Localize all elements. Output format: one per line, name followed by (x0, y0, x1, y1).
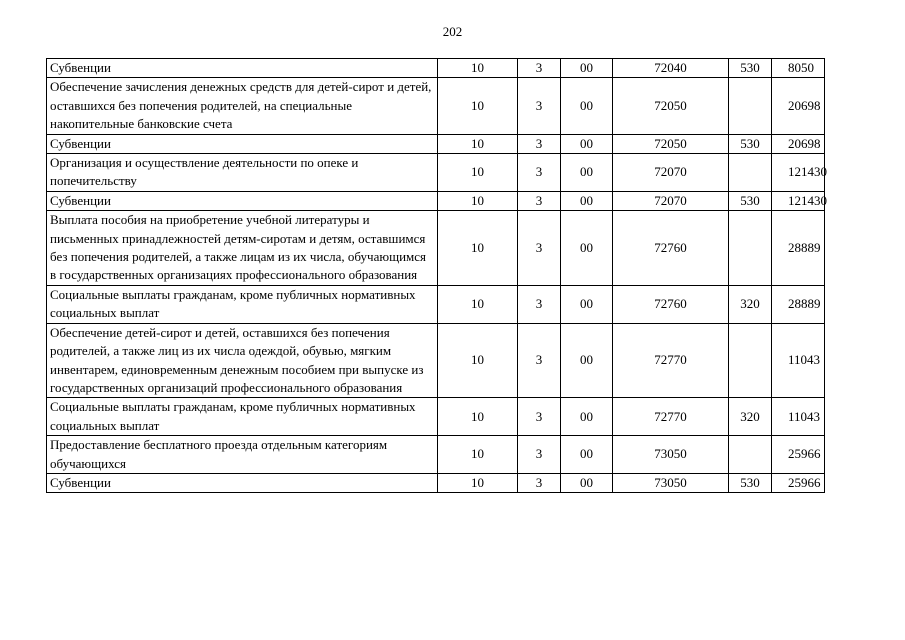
amount-cell: 25966 (772, 436, 825, 474)
target-item-cell: 72770 (613, 323, 729, 398)
section-cell: 10 (438, 473, 518, 492)
program-cell: 00 (561, 436, 613, 474)
table-row (47, 154, 825, 192)
table-row (47, 191, 825, 210)
subsection-cell: 3 (518, 323, 561, 398)
program-cell: 00 (561, 154, 613, 192)
amount-cell: 28889 (772, 285, 825, 323)
name-cell: Обеспечение детей-сирот и детей, оставшихся без попечения родителей, а также лиц из их числа одеждой, обувью, мягким инвентарем, единовременным денежным пособием при выпуске из государственных организаций профессионального образования (47, 323, 438, 398)
name-cell: Организация и осуществление деятельности по опеке и попечительству (47, 154, 438, 192)
target-item-cell: 72760 (613, 211, 729, 286)
subsection-cell: 3 (518, 191, 561, 210)
program-cell: 00 (561, 398, 613, 436)
table-row (47, 398, 825, 436)
target-item-cell: 72760 (613, 285, 729, 323)
subsection-cell: 3 (518, 154, 561, 192)
program-cell: 00 (561, 191, 613, 210)
expense-type-cell (729, 211, 772, 286)
expense-type-cell: 530 (729, 191, 772, 210)
section-cell: 10 (438, 59, 518, 78)
name-cell: Социальные выплаты гражданам, кроме публичных нормативных социальных выплат (47, 285, 438, 323)
program-cell: 00 (561, 211, 613, 286)
name-cell: Субвенции (47, 134, 438, 153)
expense-type-cell: 320 (729, 285, 772, 323)
program-cell: 00 (561, 78, 613, 134)
amount-cell: 8050 (772, 59, 825, 78)
budget-table (46, 58, 825, 493)
expense-type-cell: 530 (729, 134, 772, 153)
expense-type-cell: 530 (729, 473, 772, 492)
target-item-cell: 73050 (613, 473, 729, 492)
expense-type-cell (729, 78, 772, 134)
name-cell: Социальные выплаты гражданам, кроме публичных нормативных социальных выплат (47, 398, 438, 436)
table-row (47, 285, 825, 323)
section-cell: 10 (438, 134, 518, 153)
amount-cell: 20698 (772, 134, 825, 153)
expense-type-cell: 530 (729, 59, 772, 78)
amount-cell: 11043 (772, 323, 825, 398)
program-cell: 00 (561, 59, 613, 78)
subsection-cell: 3 (518, 211, 561, 286)
target-item-cell: 72040 (613, 59, 729, 78)
amount-cell: 20698 (772, 78, 825, 134)
target-item-cell: 73050 (613, 436, 729, 474)
subsection-cell: 3 (518, 473, 561, 492)
subsection-cell: 3 (518, 398, 561, 436)
expense-type-cell (729, 436, 772, 474)
section-cell: 10 (438, 211, 518, 286)
table-row (47, 211, 825, 286)
program-cell: 00 (561, 323, 613, 398)
name-cell: Субвенции (47, 473, 438, 492)
table-row (47, 59, 825, 78)
table-row (47, 78, 825, 134)
amount-cell: 25966 (772, 473, 825, 492)
section-cell: 10 (438, 398, 518, 436)
program-cell: 00 (561, 285, 613, 323)
subsection-cell: 3 (518, 285, 561, 323)
expense-type-cell (729, 323, 772, 398)
name-cell: Обеспечение зачисления денежных средств для детей-сирот и детей, оставшихся без попечения родителей, на специальные накопительные банковские счета (47, 78, 438, 134)
table-row (47, 436, 825, 474)
amount-cell: 11043 (772, 398, 825, 436)
section-cell: 10 (438, 323, 518, 398)
table-row (47, 134, 825, 153)
subsection-cell: 3 (518, 134, 561, 153)
amount-cell: 121430 (772, 191, 825, 210)
amount-cell: 28889 (772, 211, 825, 286)
name-cell: Субвенции (47, 191, 438, 210)
section-cell: 10 (438, 191, 518, 210)
program-cell: 00 (561, 473, 613, 492)
subsection-cell: 3 (518, 436, 561, 474)
target-item-cell: 72070 (613, 191, 729, 210)
subsection-cell: 3 (518, 78, 561, 134)
section-cell: 10 (438, 285, 518, 323)
table-body (47, 59, 825, 493)
program-cell: 00 (561, 134, 613, 153)
table-row (47, 323, 825, 398)
section-cell: 10 (438, 78, 518, 134)
subsection-cell: 3 (518, 59, 561, 78)
name-cell: Предоставление бесплатного проезда отдельным категориям обучающихся (47, 436, 438, 474)
name-cell: Выплата пособия на приобретение учебной литературы и письменных принадлежностей детям-сиротам и детям, оставшимся без попечения родителей, а также лицам из их числа, обучающимся в государственных организациях профессионального образования (47, 211, 438, 286)
page-number: 202 (442, 24, 463, 39)
target-item-cell: 72050 (613, 134, 729, 153)
target-item-cell: 72770 (613, 398, 729, 436)
section-cell: 10 (438, 154, 518, 192)
expense-type-cell (729, 154, 772, 192)
target-item-cell: 72050 (613, 78, 729, 134)
amount-cell: 121430 (772, 154, 825, 192)
table-row (47, 473, 825, 492)
section-cell: 10 (438, 436, 518, 474)
name-cell: Субвенции (47, 59, 438, 78)
target-item-cell: 72070 (613, 154, 729, 192)
expense-type-cell: 320 (729, 398, 772, 436)
